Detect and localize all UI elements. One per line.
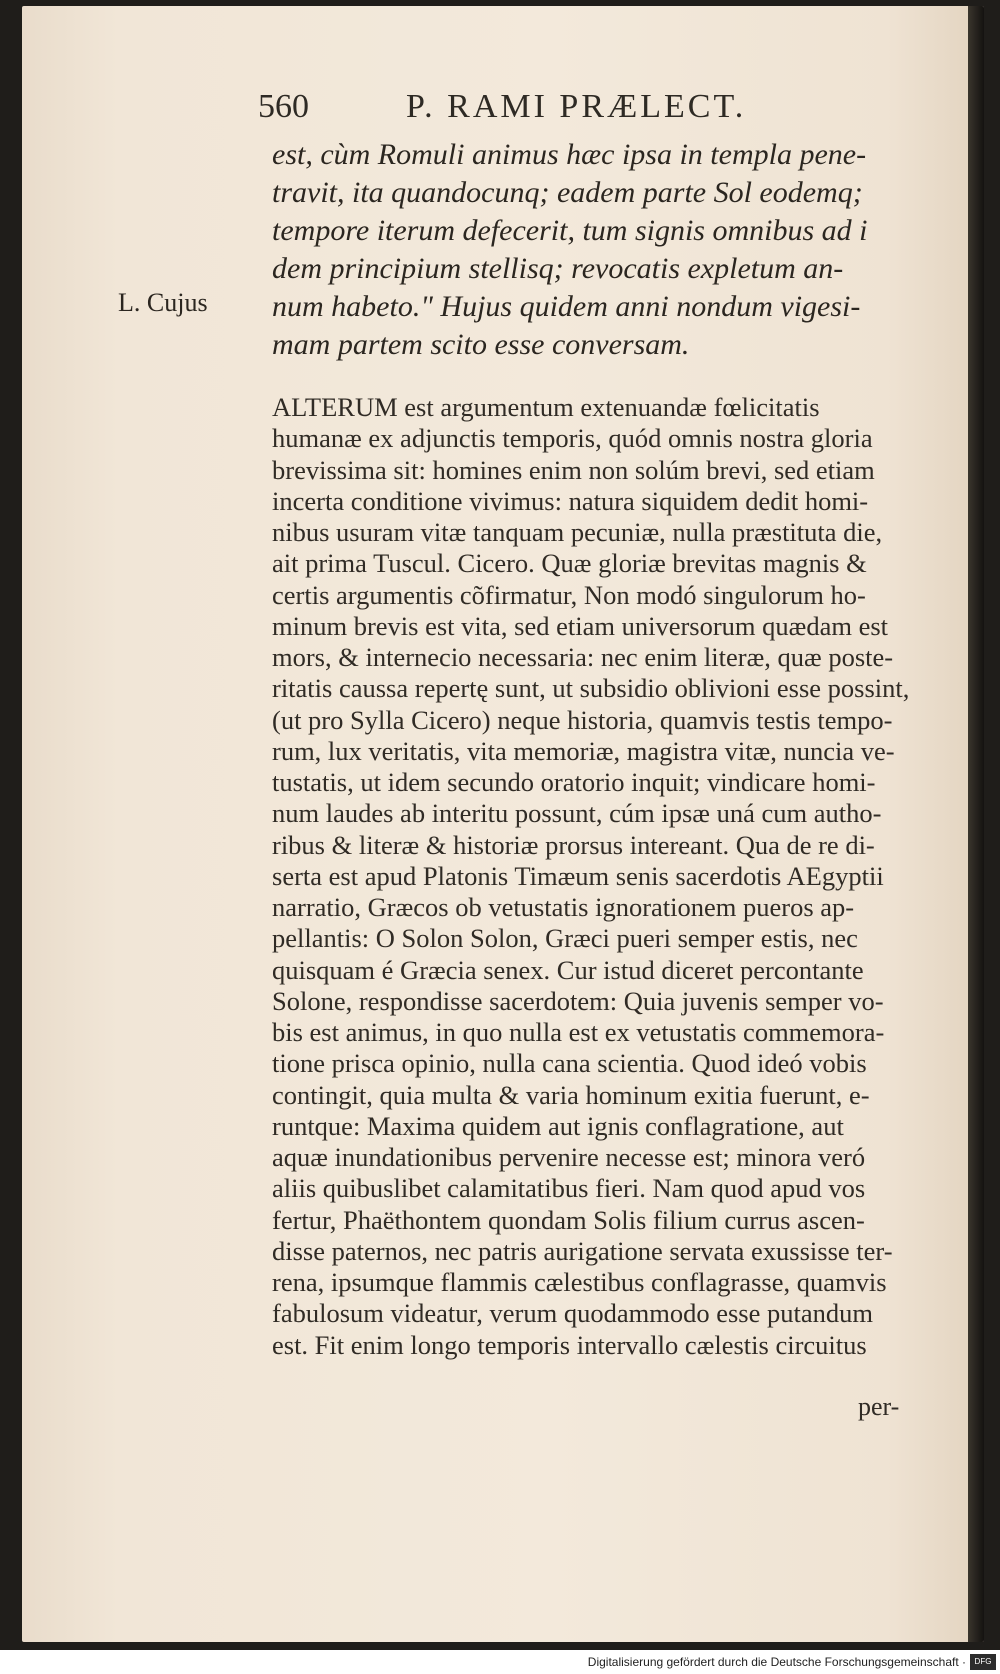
text-line: narratio, Græcos ob vetustatis ignorationem pueros ap- bbox=[272, 892, 855, 922]
text-line: fertur, Phaëthontem quondam Solis filium currus ascen- bbox=[272, 1204, 865, 1235]
text-line: travit, ita quandocunq; eadem parte Sol eodemq; bbox=[272, 176, 863, 209]
text-line: num habeto." Hujus quidem anni nondum vigesi- bbox=[272, 290, 861, 323]
text-line: Solone, respondisse sacerdotem: Quia juvenis semper vo- bbox=[272, 985, 884, 1016]
text-line: aliis quibuslibet calamitatibus fieri. Nam quod apud vos bbox=[272, 1173, 866, 1204]
text-line: (ut pro Sylla Cicero) neque historia, quamvis testis tempo- bbox=[272, 704, 893, 735]
dfg-logo[interactable]: DFG bbox=[970, 1654, 996, 1670]
text-line: tustatis, ut idem secundo oratorio inquit; vindicare homi- bbox=[272, 767, 876, 797]
text-line: pellantis: O Solon Solon, Græci pueri semper estis, nec bbox=[272, 923, 858, 954]
text-line: bis est animus, in quo nulla est ex vetustatis commemora- bbox=[272, 1017, 885, 1047]
text-line: minum brevis est vita, sed etiam universorum quædam est bbox=[272, 610, 889, 641]
text-line: tione prisca opinio, nulla cana scientia. Quod ideó vobis bbox=[272, 1048, 867, 1079]
text-line: rena, ipsumque flammis cælestibus conflagrasse, quamvis bbox=[272, 1267, 887, 1297]
margin-note: L. Cujus bbox=[118, 288, 208, 317]
text-line: est, cùm Romuli animus hæc ipsa in templa pene- bbox=[272, 138, 867, 171]
text-line: brevissima sit: homines enim non solúm brevi, sed etiam bbox=[272, 454, 875, 485]
text-line: num laudes ab interitu possunt, cúm ipsæ uná cum autho- bbox=[272, 798, 882, 829]
text-line: mam partem scito esse conversam. bbox=[272, 328, 690, 361]
running-title: P. RAMI PRÆLECT. bbox=[406, 88, 747, 125]
text-line: ritatis caussa repertę sunt, ut subsidio oblivioni esse possint, bbox=[272, 673, 910, 704]
text-line: aquæ inundationibus pervenire necesse est; minora veró bbox=[272, 1142, 866, 1172]
page-number: 560 bbox=[258, 88, 309, 125]
text-line: quisquam é Græcia senex. Cur istud diceret percontante bbox=[272, 954, 864, 985]
text-line: ribus & literæ & historiæ prorsus intereant. Qua de re di- bbox=[272, 829, 875, 860]
text-line: ALTERUM est argumentum extenuandæ fœlicitatis bbox=[272, 392, 820, 422]
text-line: disse paternos, nec patris aurigatione servata exussisse ter- bbox=[272, 1235, 893, 1266]
body-paragraph bbox=[272, 392, 912, 1361]
text-line: ait prima Tuscul. Cicero. Quæ gloriæ brevitas magnis & bbox=[272, 548, 867, 579]
text-line: dem principium stellisq; revocatis expletum an- bbox=[272, 252, 844, 285]
text-line: serta est apud Platonis Timæum senis sacerdotis AEgyptii bbox=[272, 860, 884, 891]
text-line: fabulosum videatur, verum quodammodo esse putandum bbox=[272, 1298, 873, 1329]
footer-bar bbox=[0, 1650, 1000, 1674]
text-line: rum, lux veritatis, vita memoriæ, magistra vitæ, nuncia ve- bbox=[272, 735, 895, 766]
text-line: est. Fit enim longo temporis intervallo cælestis circuitus bbox=[272, 1329, 867, 1360]
page-edge bbox=[968, 6, 984, 1642]
text-line: tempore iterum defecerit, tum signis omnibus ad i bbox=[272, 214, 868, 247]
text-line: humanæ ex adjunctis temporis, quód omnis nostra gloria bbox=[272, 423, 873, 454]
text-line: contingit, quia multa & varia hominum exitia fuerunt, e- bbox=[272, 1079, 870, 1110]
italic-quotation bbox=[272, 136, 912, 364]
text-line: certis argumentis cõfirmatur, Non modó singulorum ho- bbox=[272, 579, 866, 610]
catchword: per- bbox=[858, 1392, 900, 1421]
running-head bbox=[258, 88, 818, 134]
funding-credit: Digitalisierung gefördert durch die Deutsche Forschungsgemeinschaft · bbox=[587, 1655, 966, 1669]
text-line: incerta conditione vivimus: natura siquidem dedit homi- bbox=[272, 485, 869, 516]
text-line: mors, & internecio necessaria: nec enim literæ, quæ poste- bbox=[272, 642, 894, 672]
text-line: runtque: Maxima quidem aut ignis conflagratione, aut bbox=[272, 1110, 844, 1141]
text-line: nibus usuram vitæ tanquam pecuniæ, nulla præstituta die, bbox=[272, 517, 883, 547]
